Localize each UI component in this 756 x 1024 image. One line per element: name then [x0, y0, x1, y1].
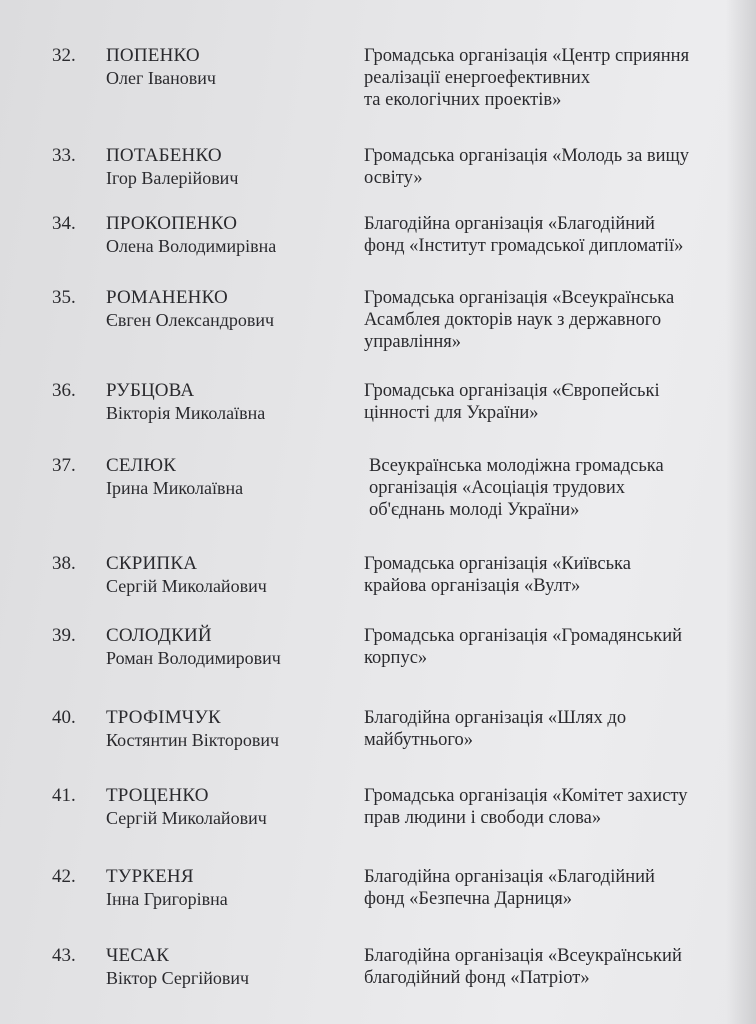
entry-surname: РОМАНЕНКО — [106, 287, 228, 308]
entry-surname: ТУРКЕНЯ — [106, 866, 194, 887]
entry-number: 38. — [52, 553, 76, 574]
organization-line: Громадська організація «Київська — [364, 554, 631, 574]
entry-organization — [364, 945, 744, 989]
entry-given-name: Олена Володимирівна — [106, 236, 277, 256]
organization-line: майбутнього» — [364, 730, 473, 750]
organization-line: Асамблея докторів наук з державного — [364, 310, 662, 330]
organization-line: фонд «Безпечна Дарниця» — [364, 889, 573, 909]
entry-organization — [369, 455, 749, 521]
organization-line: крайова організація «Вулт» — [364, 576, 581, 596]
entry-number: 35. — [52, 287, 76, 308]
entry-organization — [364, 866, 744, 910]
organization-line: корпус» — [364, 648, 428, 668]
entry-given-name: Ірина Миколаївна — [106, 478, 244, 498]
entry-surname: ПОТАБЕНКО — [106, 145, 222, 166]
entry-given-name: Євген Олександрович — [106, 310, 275, 330]
entry-organization — [364, 287, 744, 353]
organization-line: Благодійна організація «Благодійний — [364, 214, 655, 234]
organization-line: Благодійна організація «Шлях до — [364, 708, 627, 728]
entry-given-name: Інна Григорівна — [106, 889, 228, 909]
entry-given-name: Сергій Миколайович — [106, 576, 267, 596]
entry-number: 43. — [52, 945, 76, 966]
entry-given-name: Олег Іванович — [106, 68, 216, 88]
organization-line: організація «Асоціація трудових — [369, 478, 626, 498]
entry-surname: ПОПЕНКО — [106, 45, 200, 66]
organization-line: Благодійна організація «Всеукраїнський — [364, 946, 682, 966]
organization-line: Громадська організація «Всеукраїнська — [364, 288, 675, 308]
entry-number: 34. — [52, 213, 76, 234]
entry-number: 36. — [52, 380, 76, 401]
organization-line: та екологічних проектів» — [364, 90, 562, 110]
entry-organization — [364, 707, 744, 751]
entry-organization — [364, 785, 744, 829]
organization-line: Громадська організація «Європейські — [364, 381, 660, 401]
entry-surname: РУБЦОВА — [106, 380, 195, 401]
organization-line: реалізації енергоефективних — [364, 68, 591, 88]
entry-surname: ПРОКОПЕНКО — [106, 213, 238, 234]
entry-number: 39. — [52, 625, 76, 646]
organization-line: Всеукраїнська молодіжна громадська — [369, 456, 664, 476]
organization-line: фонд «Інститут громадської дипломатії» — [364, 236, 684, 256]
organization-line: Благодійна організація «Благодійний — [364, 867, 655, 887]
entry-given-name: Костянтин Вікторович — [106, 730, 280, 750]
organization-line: Громадська організація «Громадянський — [364, 626, 683, 646]
organization-line: Громадська організація «Комітет захисту — [364, 786, 688, 806]
entry-number: 33. — [52, 145, 76, 166]
organization-line: благодійний фонд «Патріот» — [364, 968, 590, 988]
entry-surname: СКРИПКА — [106, 553, 198, 574]
entry-organization — [364, 45, 744, 111]
entry-given-name: Ігор Валерійович — [106, 168, 239, 188]
organization-line: цінності для України» — [364, 403, 539, 423]
organization-line: об'єднань молоді України» — [369, 500, 580, 520]
entry-given-name: Вікторія Миколаївна — [106, 403, 266, 423]
entry-organization — [364, 213, 744, 257]
entry-number: 42. — [52, 866, 76, 887]
organization-line: Громадська організація «Центр сприяння — [364, 46, 690, 66]
entry-organization — [364, 380, 744, 424]
entry-surname: ТРОЦЕНКО — [106, 785, 209, 806]
entry-organization — [364, 553, 744, 597]
entry-surname: ЧЕСАК — [106, 945, 170, 966]
entry-number: 41. — [52, 785, 76, 806]
entry-number: 32. — [52, 45, 76, 66]
entry-surname: ТРОФІМЧУК — [106, 707, 221, 728]
entry-surname: СОЛОДКИЙ — [106, 625, 212, 646]
entry-organization — [364, 145, 744, 189]
organization-line: прав людини і свободи слова» — [364, 808, 602, 828]
entry-number: 37. — [52, 455, 76, 476]
organization-line: Громадська організація «Молодь за вищу — [364, 146, 690, 166]
entry-surname: СЕЛЮК — [106, 455, 177, 476]
entry-given-name: Роман Володимирович — [106, 648, 281, 668]
organization-line: освіту» — [364, 168, 423, 188]
entry-organization — [364, 625, 744, 669]
entry-given-name: Віктор Сергійович — [106, 968, 250, 988]
organization-line: управління» — [364, 332, 462, 352]
entry-number: 40. — [52, 707, 76, 728]
entry-given-name: Сергій Миколайович — [106, 808, 267, 828]
